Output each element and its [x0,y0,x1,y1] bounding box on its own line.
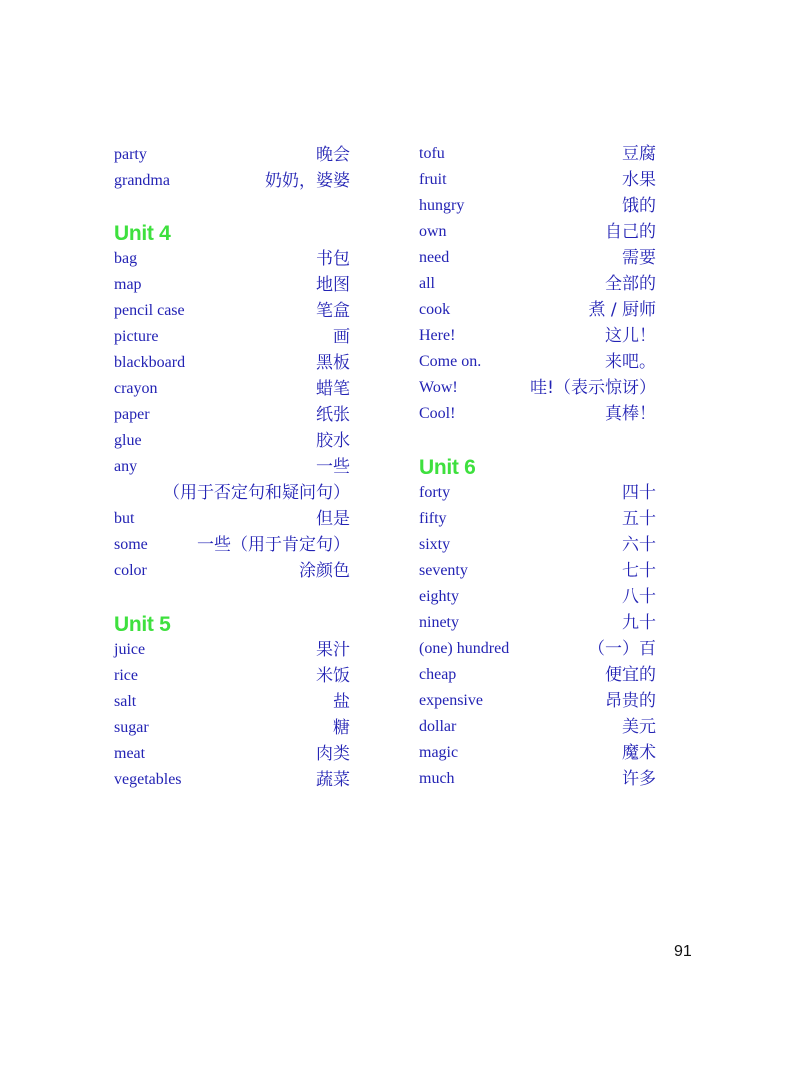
chinese-meaning: 美元 [622,717,656,737]
vocab-entry [419,662,656,688]
english-word: all [419,275,435,292]
vocab-entry [419,193,656,219]
chinese-meaning: 黑板 [316,353,350,373]
chinese-meaning: 来吧。 [605,352,656,372]
vocab-entry [419,245,656,271]
usage-note [114,480,350,506]
vocab-entry [114,246,350,272]
vocab-entry [419,219,656,245]
vocab-entry [419,297,656,323]
chinese-meaning: 盐 [333,692,350,712]
chinese-meaning: 书包 [316,249,350,269]
chinese-meaning: 六十 [622,535,656,555]
chinese-meaning: 晚会 [316,145,350,165]
english-word: grandma [114,172,170,189]
english-word: blackboard [114,354,186,371]
chinese-meaning: 五十 [622,509,656,529]
vocab-entry [419,766,656,792]
vocab-entry [419,532,656,558]
vocab-entry [419,141,656,167]
english-word: juice [114,641,146,658]
english-word: dollar [419,718,457,735]
chinese-meaning: 昂贵的 [605,691,656,711]
chinese-meaning: 九十 [622,613,656,633]
unit-5-heading: Unit 5 [114,613,171,636]
vocab-entry [114,324,350,350]
english-word: much [419,770,455,787]
chinese-meaning: 七十 [622,561,656,581]
chinese-meaning: 纸张 [316,405,350,425]
vocab-entry [114,741,350,767]
english-word: cook [419,301,451,318]
english-word: Wow! [419,379,458,396]
english-word: magic [419,744,459,761]
english-word: need [419,249,450,266]
english-word: any [114,458,138,475]
english-word: expensive [419,692,483,709]
english-word: rice [114,667,138,684]
vocab-entry [114,689,350,715]
page-number: 91 [674,943,692,960]
vocab-entry [419,349,656,375]
english-word: color [114,562,147,579]
chinese-meaning: 四十 [622,483,656,503]
chinese-meaning: 蔬菜 [316,770,350,790]
chinese-meaning: 豆腐 [622,144,656,164]
english-word: but [114,510,135,527]
chinese-meaning: 八十 [622,587,656,607]
english-word: hungry [419,197,465,214]
english-word: tofu [419,145,445,162]
vocab-entry [419,558,656,584]
vocab-entry [114,142,350,168]
english-word: sugar [114,719,149,736]
english-word: glue [114,432,142,449]
chinese-meaning: 煮 / 厨师 [588,300,656,320]
english-word: Cool! [419,405,456,422]
vocab-entry [419,480,656,506]
english-word: bag [114,250,138,267]
english-word: picture [114,328,159,345]
chinese-meaning: 画 [333,327,350,347]
vocab-entry [419,714,656,740]
english-word: some [114,536,148,553]
english-word: party [114,146,147,163]
english-word: Here! [419,327,456,344]
vocab-entry [419,323,656,349]
chinese-meaning: 自己的 [605,222,656,242]
english-word: seventy [419,562,468,579]
chinese-meaning: 魔术 [622,743,656,763]
chinese-meaning: 水果 [622,170,656,190]
english-word: paper [114,406,150,423]
chinese-meaning: 奶奶，婆婆 [265,171,350,191]
vocab-entry [419,584,656,610]
english-word: crayon [114,380,158,397]
any-usage-note: （用于否定句和疑问句） [163,483,350,503]
vocab-entry [419,271,656,297]
vocab-entry [419,375,656,401]
chinese-meaning: 地图 [316,275,350,295]
vocab-entry [419,506,656,532]
vocab-entry [114,376,350,402]
english-word: salt [114,693,137,710]
english-word: eighty [419,588,459,605]
chinese-meaning: 涂颜色 [299,561,350,581]
chinese-meaning: 笔盒 [316,301,350,321]
vocab-entry [114,272,350,298]
vocab-entry [114,558,350,584]
vocab-entry [114,454,350,480]
english-word: Come on. [419,353,482,370]
chinese-meaning: 饿的 [622,196,656,216]
chinese-meaning: 蜡笔 [316,379,350,399]
chinese-meaning: 需要 [622,248,656,268]
chinese-meaning: 真棒！ [605,404,656,424]
vocab-entry [419,167,656,193]
english-word: ninety [419,614,459,631]
vocab-entry [114,350,350,376]
chinese-meaning: 一些（用于肯定句） [197,535,350,555]
chinese-meaning: 果汁 [316,640,350,660]
chinese-meaning: 肉类 [316,744,350,764]
chinese-meaning: 胶水 [316,431,350,451]
unit-4-heading: Unit 4 [114,222,171,245]
chinese-meaning: 糖 [333,718,350,738]
vocab-entry [114,663,350,689]
vocab-entry [419,740,656,766]
vocab-entry [114,715,350,741]
vocab-entry [419,610,656,636]
english-word: cheap [419,666,457,683]
english-word: map [114,276,142,293]
vocab-entry [114,637,350,663]
chinese-meaning: 米饭 [316,666,350,686]
english-word: forty [419,484,451,501]
chinese-meaning: 许多 [622,769,656,789]
vocab-entry [114,168,350,194]
chinese-meaning: 一些 [316,457,350,477]
english-word: sixty [419,536,451,553]
english-word: own [419,223,447,240]
chinese-meaning: 但是 [316,509,350,529]
vocab-entry [114,506,350,532]
english-word: fifty [419,510,447,527]
vocab-entry [114,298,350,324]
chinese-meaning: 哇!（表示惊讶） [530,378,656,398]
english-word: vegetables [114,771,182,788]
english-word: pencil case [114,302,185,319]
chinese-meaning: 全部的 [605,274,656,294]
vocab-entry [114,402,350,428]
unit-6-heading: Unit 6 [419,456,476,479]
vocab-entry [114,532,350,558]
english-word: meat [114,745,146,762]
vocab-entry [114,767,350,793]
chinese-meaning: 便宜的 [605,665,656,685]
english-word: fruit [419,171,447,188]
vocab-entry [114,428,350,454]
english-word: (one) hundred [419,640,510,657]
chinese-meaning: 这儿！ [605,326,656,346]
vocab-entry [419,688,656,714]
chinese-meaning: （一）百 [588,639,656,659]
vocab-entry [419,636,656,662]
vocab-entry [419,401,656,427]
